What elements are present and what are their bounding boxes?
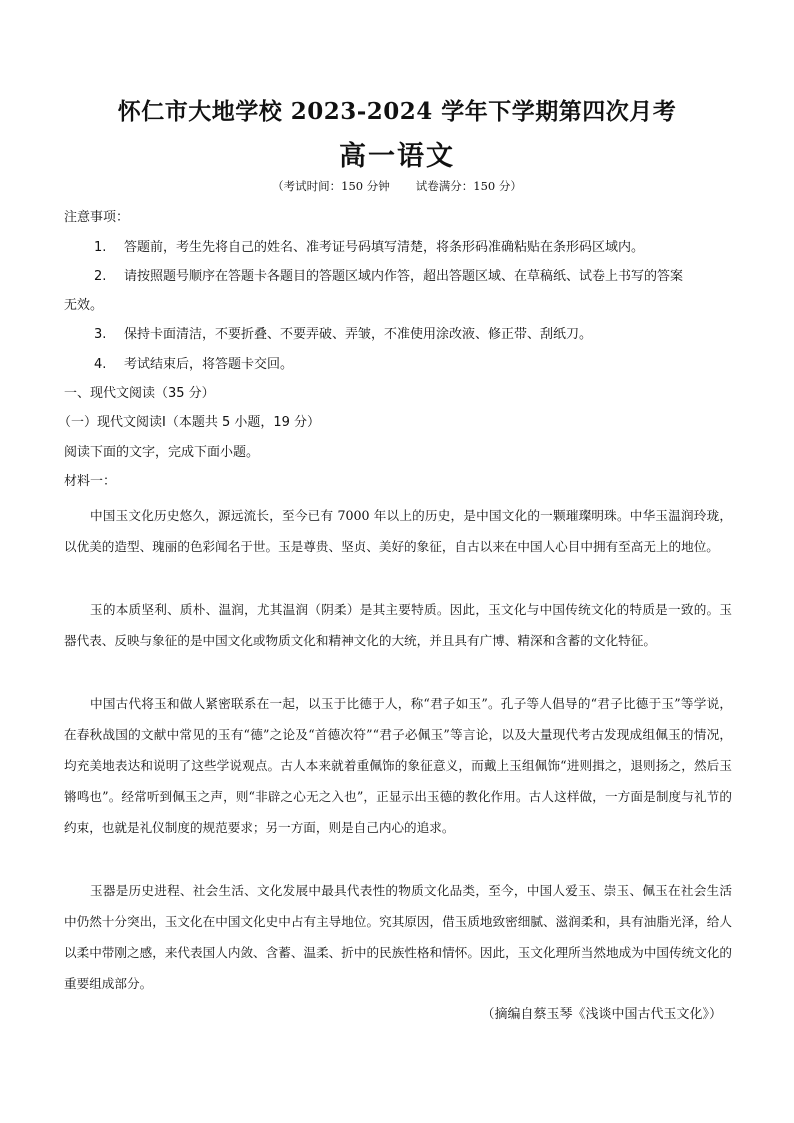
notice-text: 请按照题号顺序在答题卡各题目的答题区域内作答，超出答题区域、在草稿纸、试卷上书写的答案 (124, 269, 684, 284)
notice-heading: 注意事项： (64, 210, 130, 225)
notice-item (94, 236, 644, 255)
notice-text: 考试结束后，将答题卡交回。 (124, 357, 294, 372)
notice-number: 4. (94, 357, 107, 372)
material-label: 材料一： (64, 474, 117, 489)
exam-time: （考试时间：150 分钟 (272, 179, 390, 193)
notice-number: 2. (94, 269, 107, 284)
subsection-title: （一）现代文阅读Ⅰ（本题共 5 小题，19 分） (58, 415, 321, 430)
notice-item (94, 265, 683, 284)
passage-paragraph: 中国玉文化历史悠久，源远流长，至今已有 7000 年以上的历史，是中国文化的一颗璀璨明珠。中华玉温润玲珑，以优美的造型、瑰丽的色彩闻名于世。玉是尊贵、坚贞、美好的象征，自古以来在中国人心目中拥有至高无上的地位。 (64, 508, 732, 554)
notice-item (94, 323, 592, 342)
notice-item (94, 353, 293, 372)
reading-instruction: 阅读下面的文字，完成下面小题。 (64, 445, 260, 460)
notice-number: 3. (94, 327, 107, 342)
school-exam-title: 怀仁市大地学校 2023-2024 学年下学期第四次月考 (117, 98, 677, 125)
passage-paragraph: 玉器是历史进程、社会生活、文化发展中最具代表性的物质文化品类，至今，中国人爱玉、崇玉、佩玉在社会生活中仍然十分突出，玉文化在中国文化史中占有主导地位。究其原因，借玉质地致密细腻、滋润柔和，具有油脂光泽，给人以柔中带刚之感，来代表国人内敛、含蓄、温柔、折中的民族性格和情怀。因此，玉文化理所当然地成为中国传统文化的重要组成部分。 (64, 883, 732, 991)
exam-info (0, 178, 794, 194)
notice-text: 保持卡面清洁，不要折叠、不要弄破、弄皱，不准使用涂改液、修正带、刮纸刀。 (124, 327, 593, 342)
passage-paragraph: 中国古代将玉和做人紧密联系在一起，以玉于比德于人，称“君子如玉”。孔子等人倡导的“君子比德于玉”等学说，在春秋战国的文献中常见的玉有“德”之论及“首德次符”“君子必佩玉”等言论，以及大量现代考古发现成组佩玉的情况，均充美地表达和说明了这些学说观点。古人本来就着重佩饰的象征意义，而戴上玉组佩饰“进则揖之，退则扬之，然后玉锵鸣也”。经常听到佩玉之声，则“非辟之心无之入也”，正显示出玉德的教化作用。古人这样做，一方面是制度与礼节的约束，也就是礼仪制度的规范要求；另一方面，则是自己内心的追求。 (64, 696, 732, 835)
section-title: 一、现代文阅读（35 分） (64, 386, 215, 401)
notice-text: 答题前，考生先将自己的姓名、准考证号码填写清楚，将条形码准确粘贴在条形码区域内。 (124, 240, 645, 255)
subject-title: 高一语文 (339, 141, 455, 172)
passage-paragraph: 玉的本质坚利、质朴、温润，尤其温润（阴柔）是其主要特质。因此，玉文化与中国传统文化的特质是一致的。玉器代表、反映与象征的是中国文化或物质文化和精神文化的大统，并且具有广博、精深和含蓄的文化特征。 (64, 602, 732, 648)
exam-score: 试卷满分：150 分） (415, 179, 522, 193)
source-citation: （摘编自蔡玉琴《浅谈中国古代玉文化》） (481, 1007, 722, 1022)
notice-text-continued: 无效。 (64, 298, 104, 313)
notice-number: 1. (94, 240, 107, 255)
